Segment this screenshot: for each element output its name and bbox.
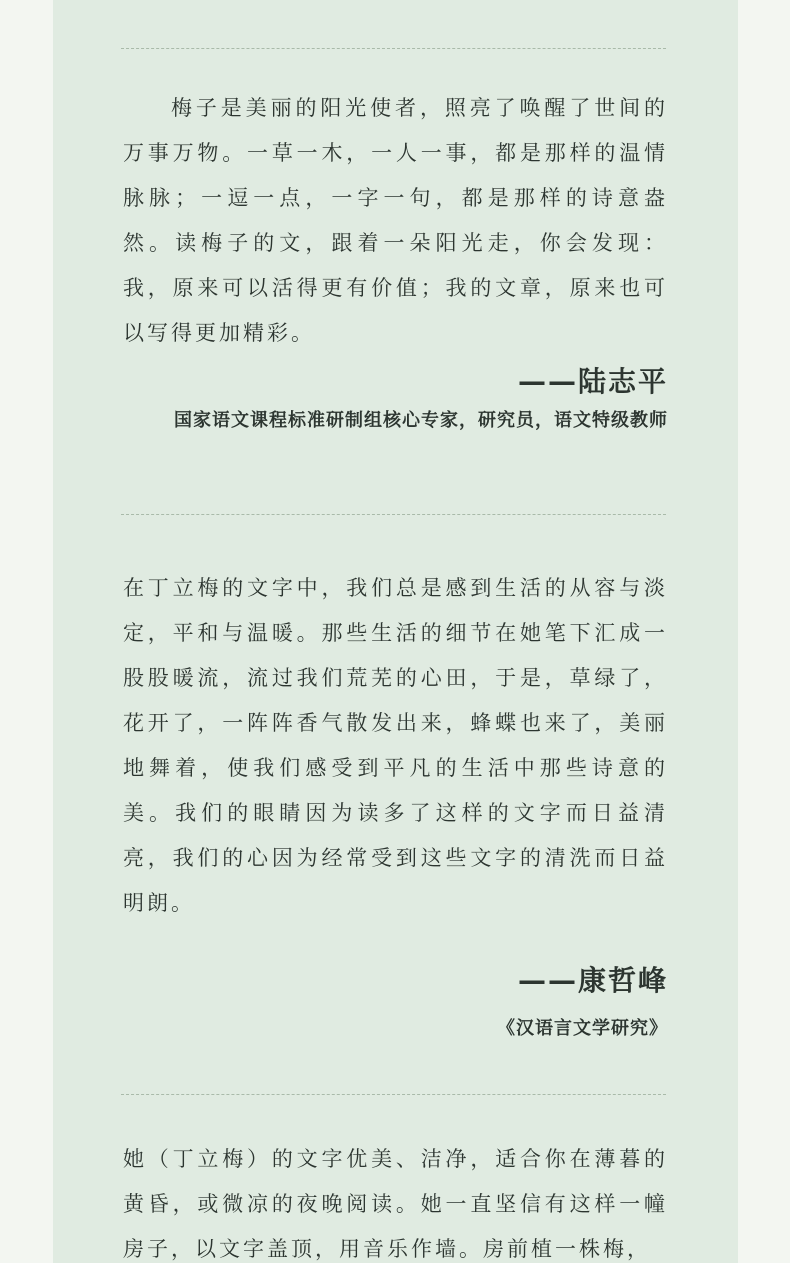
quote-text: 在丁立梅的文字中，我们总是感到生活的从容与淡定，平和与温暖。那些生活的细节在她笔下汇成一股股暖流，流过我们荒芜的心田，于是，草绿了，花开了，一阵阵香气散发出来，蜂蝶也来了，美丽地舞着，使我们感受到平凡的生活中那些诗意的美。我们的眼睛因为读多了这样的文字而日益清亮，我们的心因为经常受到这些文字的清洗而日益明朗。 xyxy=(123,576,668,915)
quote-text: 她（丁立梅）的文字优美、洁净，适合你在薄暮的黄昏，或微凉的夜晚阅读。她一直坚信有这样一幢房子，以文字盖顶，用音乐作墙。房前植一株梅， xyxy=(123,1147,668,1261)
quotes-panel xyxy=(53,0,738,1263)
quote-author: ——康哲峰 xyxy=(517,964,668,997)
divider xyxy=(121,1094,666,1095)
divider xyxy=(121,514,666,515)
divider xyxy=(121,48,666,49)
quote-author: ——陆志平 xyxy=(517,365,668,398)
author-credit: 国家语文课程标准研制组核心专家，研究员，语文特级教师 xyxy=(174,410,668,431)
author-credit: 《汉语言文学研究》 xyxy=(497,1018,668,1039)
quote-text: 梅子是美丽的阳光使者，照亮了唤醒了世间的万事万物。一草一木，一人一事，都是那样的温情脉脉；一逗一点，一字一句，都是那样的诗意盎然。读梅子的文，跟着一朵阳光走，你会发现：我，原来可以活得更有价值；我的文章，原来也可以写得更加精彩。 xyxy=(123,96,668,345)
